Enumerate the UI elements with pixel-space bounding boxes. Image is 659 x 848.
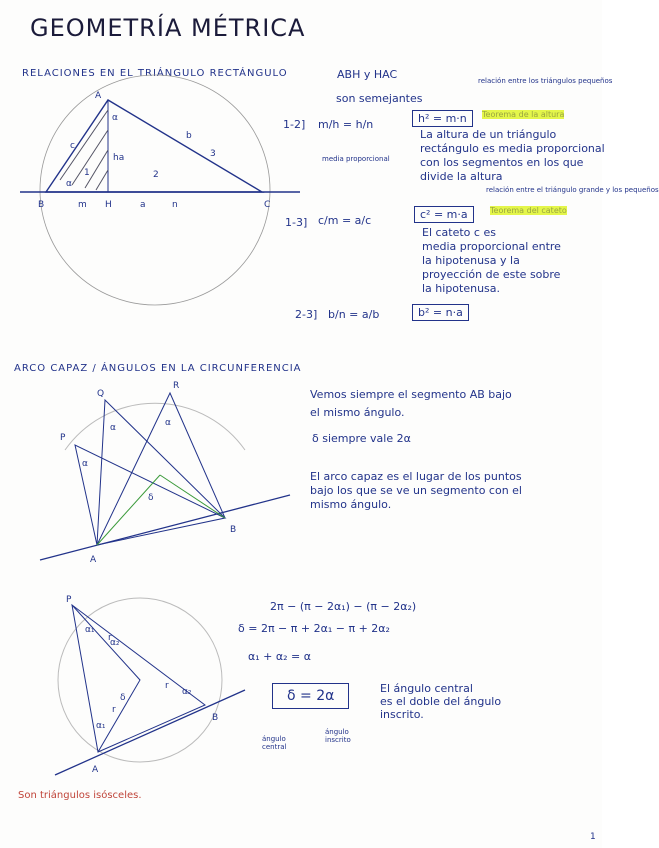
tag-23: 2-3] bbox=[295, 308, 318, 321]
result-23: b² = n·a bbox=[412, 304, 469, 321]
svg-text:B: B bbox=[38, 200, 45, 210]
page-number: 1 bbox=[590, 832, 596, 842]
arc-text-3: El arco capaz es el lugar de los puntos bajo los que se ve un segmento con el mismo ángulo. bbox=[310, 470, 522, 511]
section-heading-1: RELACIONES EN EL TRIÁNGULO RECTÁNGULO bbox=[22, 68, 288, 79]
diagram-labels bbox=[38, 91, 270, 775]
equation-3: α₁ + α₂ = α bbox=[248, 650, 311, 663]
frac-23: b/n = a/b bbox=[328, 308, 380, 321]
media-note: media proporcional bbox=[322, 155, 390, 163]
equation-2: δ = 2π − π + 2α₁ − π + 2α₂ bbox=[238, 622, 390, 635]
boxed-result: δ = 2α bbox=[272, 683, 349, 709]
inscribed-angle-diagram bbox=[55, 598, 245, 775]
svg-text:a: a bbox=[140, 200, 146, 210]
svg-text:b: b bbox=[186, 131, 192, 141]
svg-text:A: A bbox=[92, 765, 99, 775]
svg-text:B: B bbox=[212, 713, 219, 723]
rel-note-12: relación entre los triángulos pequeños bbox=[478, 77, 613, 85]
result-13: c² = m·a bbox=[414, 206, 474, 223]
svg-text:1: 1 bbox=[84, 168, 90, 178]
svg-text:c: c bbox=[70, 141, 75, 151]
svg-text:α₁: α₁ bbox=[85, 625, 95, 635]
tag-12: 1-2] bbox=[283, 118, 306, 131]
section-heading-2: ARCO CAPAZ / ÁNGULOS EN LA CIRCUNFERENCIA bbox=[14, 363, 302, 374]
equation-1: 2π − (π − 2α₁) − (π − 2α₂) bbox=[270, 600, 417, 613]
svg-text:α: α bbox=[66, 179, 72, 189]
theorem-cateto: Teorema del cateto bbox=[490, 206, 567, 215]
svg-text:δ: δ bbox=[120, 693, 126, 703]
svg-text:δ: δ bbox=[148, 493, 154, 503]
svg-text:P: P bbox=[60, 433, 66, 443]
svg-text:2: 2 bbox=[153, 170, 159, 180]
svg-text:α₂: α₂ bbox=[110, 638, 120, 648]
svg-text:3: 3 bbox=[210, 149, 216, 159]
svg-text:α: α bbox=[82, 459, 88, 469]
inscribed-label: ángulo inscrito bbox=[325, 728, 351, 744]
central-explain: El ángulo central es el doble del ángulo inscrito. bbox=[380, 682, 502, 721]
svg-text:H: H bbox=[105, 200, 112, 210]
svg-text:m: m bbox=[78, 200, 87, 210]
rel-note-13: relación entre el triángulo grande y los pequeños bbox=[486, 186, 659, 194]
svg-text:B: B bbox=[230, 525, 237, 535]
svg-text:C: C bbox=[264, 200, 271, 210]
svg-text:r: r bbox=[165, 681, 169, 691]
svg-text:r: r bbox=[112, 705, 116, 715]
svg-text:Q: Q bbox=[97, 389, 105, 399]
svg-text:n: n bbox=[172, 200, 178, 210]
theorem-altura: Teorema de la altura bbox=[482, 110, 565, 119]
svg-text:α₂: α₂ bbox=[182, 687, 192, 697]
svg-text:A: A bbox=[95, 91, 102, 101]
similar-note: son semejantes bbox=[336, 92, 423, 105]
svg-text:α: α bbox=[112, 113, 118, 123]
central-label: ángulo central bbox=[262, 735, 287, 751]
svg-text:R: R bbox=[173, 381, 180, 391]
svg-text:α: α bbox=[110, 423, 116, 433]
explain-12: La altura de un triángulo rectángulo es media proporcional con los segmentos en los que divide la altura bbox=[420, 128, 605, 183]
svg-text:ha: ha bbox=[113, 153, 125, 163]
result-12: h² = m·n bbox=[412, 110, 473, 127]
tag-13: 1-3] bbox=[285, 216, 308, 229]
frac-12: m/h = h/n bbox=[318, 118, 374, 131]
explain-13: El cateto c es media proporcional entre la hipotenusa y la proyección de este sobre la hipotenusa. bbox=[422, 226, 561, 295]
right-triangle-diagram bbox=[20, 75, 300, 305]
similar-triangles: ABH y HAC bbox=[337, 68, 398, 81]
frac-13: c/m = a/c bbox=[318, 214, 372, 227]
svg-text:α₁: α₁ bbox=[96, 721, 106, 731]
arc-text-2: δ siempre vale 2α bbox=[312, 432, 411, 445]
svg-text:r: r bbox=[108, 633, 112, 643]
page-title: GEOMETRÍA MÉTRICA bbox=[30, 14, 306, 42]
svg-text:A: A bbox=[90, 555, 97, 565]
svg-text:P: P bbox=[66, 595, 72, 605]
arc-text-1: Vemos siempre el segmento AB bajo el mismo ángulo. bbox=[310, 388, 512, 419]
footer-note: Son triángulos isósceles. bbox=[18, 790, 142, 801]
svg-text:α: α bbox=[165, 418, 171, 428]
